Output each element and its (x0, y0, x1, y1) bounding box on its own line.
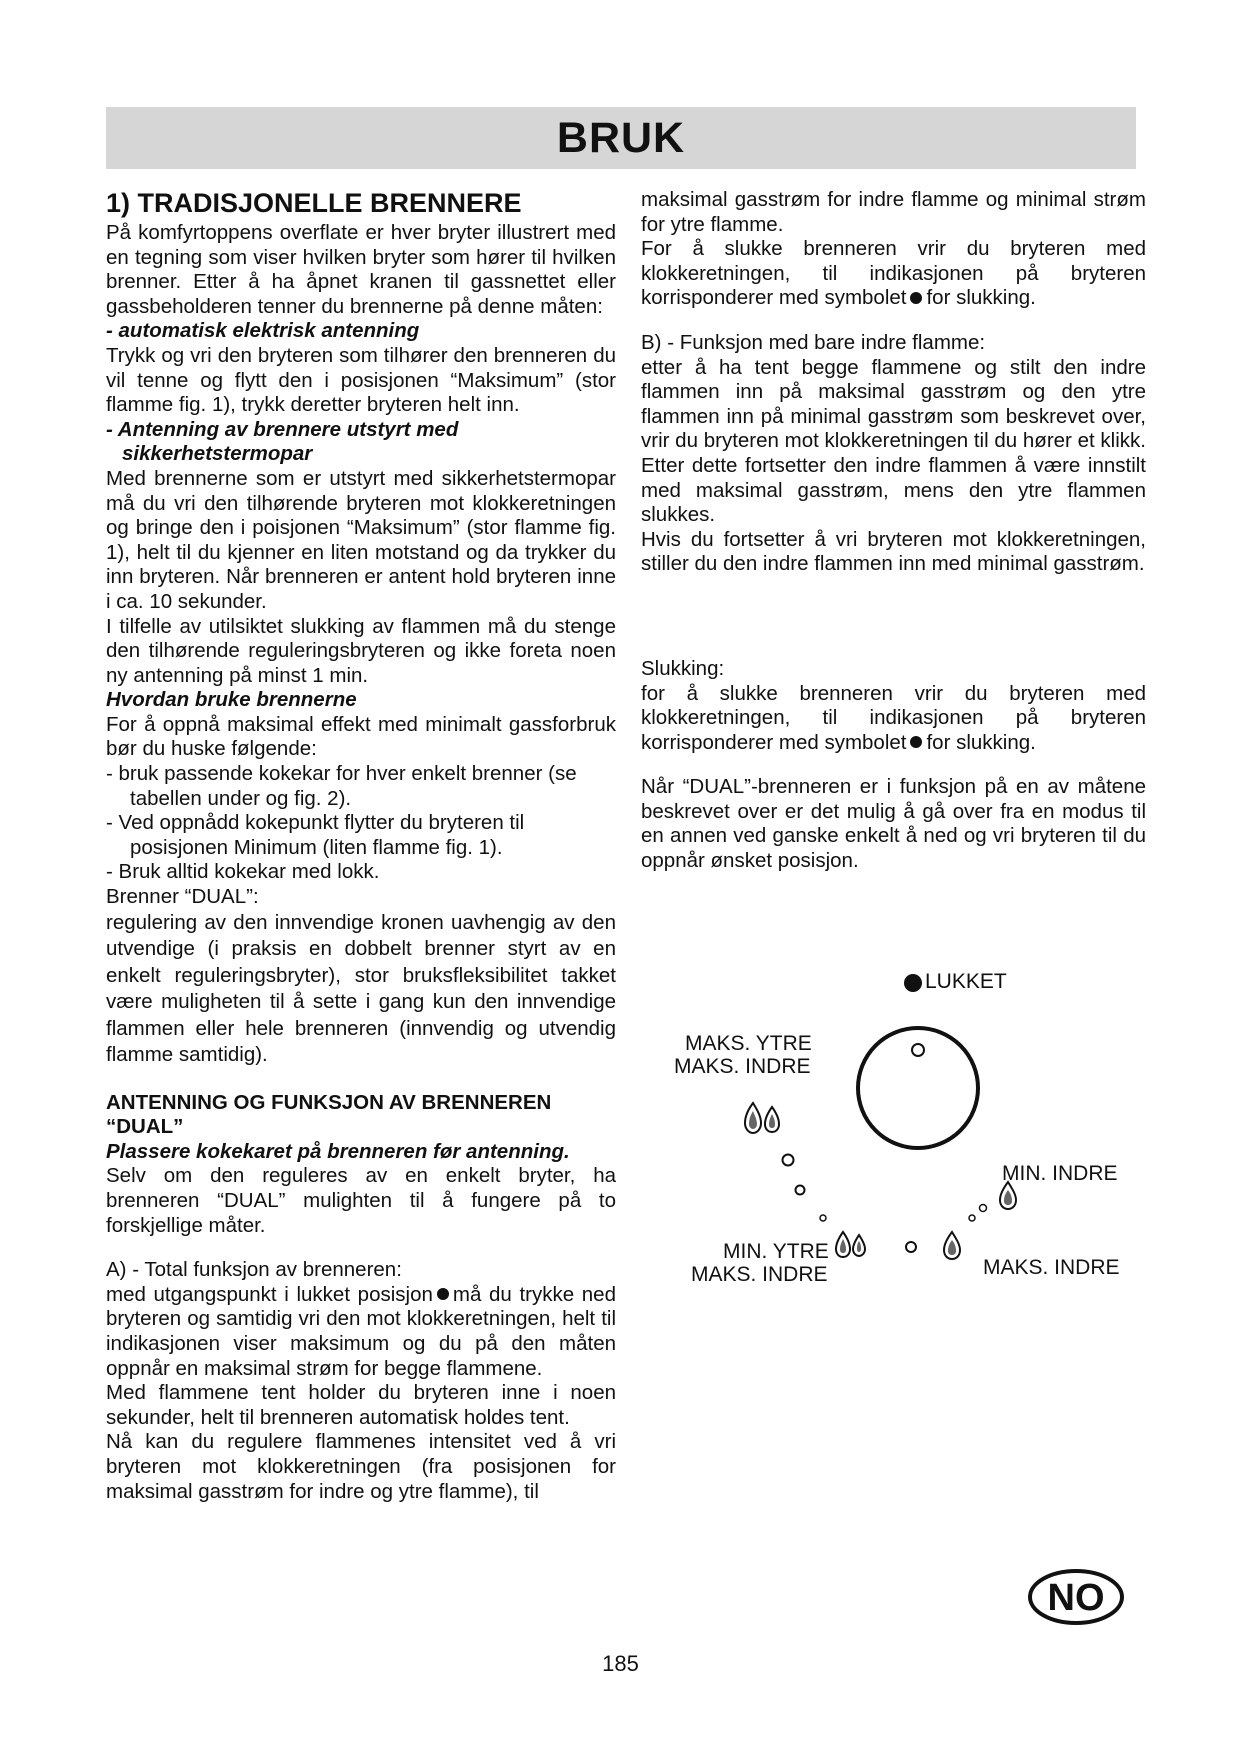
badge-text: NO (1047, 1577, 1105, 1619)
subheading-place-pot: Plassere kokekaret på brenneren før antenning. (106, 1139, 570, 1163)
closed-symbol-icon (437, 1288, 449, 1300)
switch-off-text-1: For å slukke brenneren vrir du bryteren med klokkeretningen, til indikasjonen på bryteren korrisponderer med symbolet (641, 237, 1146, 310)
label-maks-ytre: MAKS. YTRE (685, 1032, 812, 1055)
usage-paragraph: For å oppnå maksimal effekt med minimalt gassforbruk bør du huske følgende: (106, 712, 616, 761)
position-dot (796, 1186, 805, 1195)
closed-symbol-icon (904, 974, 922, 992)
mode-a-title: A) - Total funksjon av brenneren: (106, 1258, 402, 1282)
label-min-indre: MIN. INDRE (1002, 1162, 1118, 1185)
section-heading-dual: ANTENNING OG FUNKSJON AV BRENNEREN “DUAL” (106, 1090, 552, 1139)
subheading-thermocouple-cont: sikkerhetstermopar (122, 442, 313, 466)
subheading-thermocouple: - Antenning av brennere utstyrt med (106, 417, 459, 441)
label-maks-indre-bottom: MAKS. INDRE (691, 1263, 828, 1286)
knob-diagram (660, 970, 1140, 1300)
auto-ignition-paragraph: Trykk og vri den bryteren som tilhører den brenneren du vil tenne og flytt den i posisjonen “Maksimum” (stor flamme fig. 1), trykk deretter bryteren helt inn. (106, 343, 616, 417)
section-heading: 1) TRADISJONELLE BRENNERE (106, 188, 522, 218)
page-title: BRUK (556, 114, 686, 162)
knob-circle (858, 1028, 978, 1148)
position-dot (969, 1215, 975, 1221)
dual-label: Brenner “DUAL”: (106, 885, 259, 909)
dual-switch-paragraph: Når “DUAL”-brenneren er i funksjon på en av måtene beskrevet over er det mulig å gå over fra en modus til en annen ved ganske enkelt å ned og vri bryteren til du oppnår ønsket posisjon. (641, 775, 1146, 873)
position-dot (820, 1215, 826, 1221)
country-badge (1026, 1567, 1126, 1627)
thermocouple-paragraph: Med brennerne som er utstyrt med sikkerhetstermopar må du vri den tilhørende bryteren mot klokkeretningen og bringe den i poisjonen “Maksimum” (stor flamme fig. 1), helt til du kjenner en liten motstand og da trykker du inn bryteren. Når brenneren er antent hold bryteren inne i ca. 10 sekunder. (106, 466, 616, 613)
label-min-ytre: MIN. YTRE (723, 1240, 829, 1263)
label-maks-indre-top: MAKS. INDRE (674, 1055, 811, 1078)
switch-off-text-2: for slukking. (926, 286, 1036, 310)
continued-paragraph: maksimal gasstrøm for indre flamme og minimal strøm for ytre flamme. (641, 188, 1146, 236)
dual-paragraph: regulering av den innvendige kronen uavhengig av den utvendige (i praksis en dobbelt brenner styrt av en enkelt reguleringsbryter), stor bruksfleksibilitet takket være muligheten til å sette i gang kun den innvendige flammen eller hele brenneren (innvendig og utvendig flamme samtidig). (106, 910, 616, 1067)
subheading-usage: Hvordan bruke brennerne (106, 688, 357, 712)
label-maks-indre-right: MAKS. INDRE (983, 1256, 1120, 1279)
slukking-text-2: for slukking. (926, 730, 1036, 754)
single-flame-icon (944, 1232, 960, 1259)
list-item: - bruk passende kokekar for hver enkelt brenner (se tabellen under og fig. 2). (106, 762, 577, 810)
switch-off-paragraph (641, 237, 1146, 311)
mode-a-text-2: må du trykke ned bryteren og samtidig vri den mot klokkeretningen, helt til indikasjonen viser maksimum og du på den måten oppnår en maksimal strøm for begge flammene. (106, 1282, 616, 1380)
double-flame-icon (745, 1103, 779, 1133)
mode-b-paragraph: etter å ha tent begge flammene og stilt den indre flammen inn på maksimal gasstrøm og den ytre flammen inn på minimal gasstrøm som beskrevet over, vrir du bryteren mot klokkeretningen til du hører et klikk. Etter dette fortsetter den indre flammen å være innstilt med maksimal gasstrøm, mens den ytre flammen slukkes. (641, 355, 1146, 527)
list-item: - Ved oppnådd kokepunkt flytter du bryteren til posisjonen Minimum (liten flamme fig. 1). (106, 811, 525, 859)
right-column (641, 188, 1146, 874)
position-dot (906, 1242, 916, 1252)
position-dot (980, 1205, 987, 1212)
slukking-text-1: for å slukke brenneren vrir du bryteren med klokkeretningen, til indikasjonen på bryteren korrisponderer med symbolet (641, 681, 1146, 754)
hold-paragraph: Med flammene tent holder du bryteren inne i noen sekunder, helt til brenneren automatisk holdes tent. (106, 1381, 616, 1429)
slukking-paragraph (641, 682, 1146, 756)
double-flame-icon (836, 1232, 865, 1257)
dual-intro-paragraph: Selv om den reguleres av en enkelt bryter, ha brenneren “DUAL” mulighten til å fungere på to forskjellige måter. (106, 1164, 616, 1237)
page-number: 185 (602, 1651, 639, 1676)
position-dot (783, 1155, 794, 1166)
single-flame-icon (1000, 1182, 1016, 1209)
subheading-auto-ignition: - automatisk elektrisk antenning (106, 319, 420, 343)
closed-symbol-icon (910, 736, 922, 748)
label-lukket: LUKKET (925, 970, 1007, 993)
slukking-title: Slukking: (641, 656, 725, 680)
mode-b-title: B) - Funksjon med bare indre flamme: (641, 330, 986, 354)
closed-symbol-icon (910, 292, 922, 304)
extinction-paragraph: I tilfelle av utilsiktet slukking av flammen må du stenge den tilhørende reguleringsbryteren og ikke foreta noen ny antenning på minst 1 min. (106, 614, 616, 687)
regulate-paragraph: Nå kan du regulere flammenes intensitet ved å vri bryteren mot klokkeretningen (fra posisjonen for maksimal gasstrøm for indre og ytre flamme), til (106, 1430, 616, 1503)
mode-b-continue-paragraph: Hvis du fortsetter å vri bryteren mot klokkeretningen, stiller du den indre flammen inn med minimal gasstrøm. (641, 527, 1146, 576)
mode-a-text-1: med utgangspunkt i lukket posisjon (106, 1282, 433, 1306)
mode-a-paragraph (106, 1283, 616, 1381)
knob-indicator (912, 1044, 924, 1056)
list-item: - Bruk alltid kokekar med lokk. (106, 860, 380, 884)
intro-paragraph: På komfyrtoppens overflate er hver bryter illustrert med en tegning som viser hvilken bryter som hører til hvilken brenner. Etter å ha åpnet kranen til gassnettet eller gassbeholderen tenner du brennerne på denne måten: (106, 221, 616, 318)
left-column (106, 188, 616, 1504)
